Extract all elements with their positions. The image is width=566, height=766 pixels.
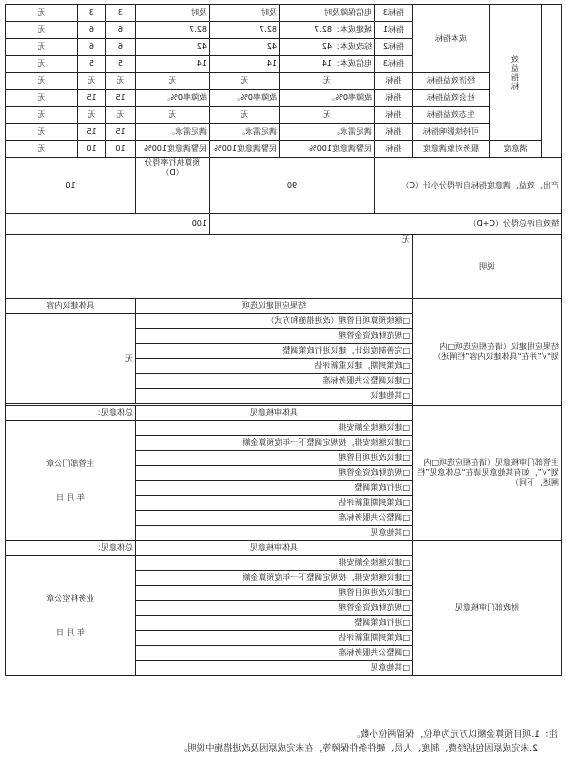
indicator-type: 可持续影响指标 [413, 124, 490, 141]
suggest-option[interactable]: □ 完善制度设计，建议进行政策调整 [136, 344, 413, 359]
subtotal-label: 产出、效益、满意度指标自评得分小计（C） [375, 158, 562, 214]
reason: 无 [6, 22, 78, 39]
indicator-name: 电信保障及时 [280, 5, 375, 22]
indicator-no: 指标 [375, 124, 413, 141]
score: 6 [78, 22, 106, 39]
footnote: 2.未完成原因包括经费、制度、人员、硬件条件保障等，在未完成原因及改进措施中说明。 [178, 744, 538, 754]
indicator-type: 社会效益指标 [413, 90, 490, 107]
target-value: 无 [210, 73, 280, 90]
subtotal-value: 90 [210, 158, 375, 214]
dept-option[interactable]: □ 其他意见 [136, 526, 413, 541]
subtotal-row [6, 158, 562, 214]
dept-seal: 主管部门公章 [46, 458, 95, 468]
dept-option[interactable]: □ 规范财政资金管理 [136, 466, 413, 481]
fin-overall-head: 总体意见： [6, 541, 136, 556]
fin-date: 年 月 日 [55, 627, 86, 637]
indicator-no: 指标3 [375, 56, 413, 73]
total-value: 100 [6, 214, 210, 235]
indicator-no: 指标 [375, 73, 413, 90]
dept-label: 主管部门审核意见（请在相应选项□内划“√”，如有其他意见请在“总体意见”栏阐述，下同） [413, 406, 562, 541]
table-row [6, 124, 562, 141]
table-row [6, 107, 562, 124]
budget-exec-label: 预算执行率得分（D） [136, 158, 210, 214]
weight: 3 [106, 5, 136, 22]
score: 3 [78, 5, 106, 22]
table-row [6, 90, 562, 107]
weight: 无 [106, 73, 136, 90]
score: 15 [78, 90, 106, 107]
indicator-no: 指标1 [375, 22, 413, 39]
suggest-option[interactable]: □ 继续预算项目管理（改进措施和方式） [136, 314, 413, 329]
group-cost-label: 成本指标 [413, 5, 490, 73]
group-satisfaction-label: 满意度 [490, 141, 542, 158]
explain-value: 无 [6, 235, 413, 299]
target-value: 42 [210, 39, 280, 56]
group-effect-label: 效益指标 [490, 5, 542, 141]
indicator-name: 满足需求。 [280, 124, 375, 141]
actual-value: 满足需求。 [136, 124, 210, 141]
fin-label: 财政部门审核意见 [413, 541, 562, 676]
fin-option[interactable]: □ 进行政策调整 [136, 616, 413, 631]
indicator-name: 城建成本：82.7 [280, 22, 375, 39]
reason: 无 [6, 141, 78, 158]
weight: 15 [106, 90, 136, 107]
actual-value: 故障率0%。 [136, 90, 210, 107]
dept-option[interactable]: □ 建议继续安排，按规定调整下一年度预算金额 [136, 436, 413, 451]
fin-option[interactable]: □ 其他意见 [136, 661, 413, 676]
dept-seal-cell [6, 421, 136, 541]
dept-option[interactable]: □ 政策到期重新评估 [136, 496, 413, 511]
actual-value: 42 [136, 39, 210, 56]
fin-option[interactable]: □ 建议继续全额安排 [136, 556, 413, 571]
indicator-name: 民警满意度100% [280, 141, 375, 158]
suggest-content: 无 [6, 314, 136, 404]
score: 15 [78, 124, 106, 141]
fin-options-head: 具体审核意见 [136, 541, 413, 556]
indicator-no: 指标 [375, 107, 413, 124]
indicator-no: 指标 [375, 141, 413, 158]
suggest-option[interactable]: □ 规范财政资金管理 [136, 329, 413, 344]
target-value: 故障率0%。 [210, 90, 280, 107]
reason: 无 [6, 39, 78, 56]
target-value: 14 [210, 56, 280, 73]
weight: 15 [106, 124, 136, 141]
fin-option[interactable]: □ 规范财政资金管理 [136, 601, 413, 616]
group-effect-cell [542, 5, 562, 158]
table-row [6, 141, 562, 158]
indicator-name: 电信成本：14 [280, 56, 375, 73]
score: 10 [78, 141, 106, 158]
indicator-type: 服务对象满意度 [413, 141, 490, 158]
indicator-name: 故障率0%。 [280, 90, 375, 107]
dept-option[interactable]: □ 建议继续全额安排 [136, 421, 413, 436]
weight: 5 [106, 56, 136, 73]
reason: 无 [6, 56, 78, 73]
dept-option[interactable]: □ 进行政策调整 [136, 481, 413, 496]
reason: 无 [6, 90, 78, 107]
target-value: 满足需求。 [210, 124, 280, 141]
weight: 无 [106, 107, 136, 124]
footnote: 注：1.项目预算金额以万元为单位，保留两位小数。 [351, 730, 558, 740]
suggest-label: 结果应用建议（请在相应选项□内划“√”并在“具体建议内容”栏阐述） [413, 299, 562, 406]
fin-option[interactable]: □ 调整公共服务标准 [136, 646, 413, 661]
dept-options-head: 具体审核意见 [136, 406, 413, 421]
actual-value: 无 [136, 107, 210, 124]
target-value: 及时 [210, 5, 280, 22]
fin-option[interactable]: □ 建议继续安排，按规定调整下一年度预算金额 [136, 571, 413, 586]
indicator-name: 综改成本：42 [280, 39, 375, 56]
reason: 无 [6, 124, 78, 141]
reason: 无 [6, 73, 78, 90]
weight: 10 [106, 141, 136, 158]
dept-overall-head: 总体意见： [6, 406, 136, 421]
dept-header-row [6, 406, 562, 421]
table-row [6, 73, 562, 90]
reason: 无 [6, 107, 78, 124]
explain-row [6, 235, 562, 299]
suggest-option[interactable]: □ 建议调整公共服务标准 [136, 374, 413, 389]
actual-value: 82.7 [136, 22, 210, 39]
indicator-type: 生态效益指标 [413, 107, 490, 124]
indicator-name: 无 [280, 107, 375, 124]
fin-option[interactable]: □ 建议改进项目管理 [136, 586, 413, 601]
score: 无 [78, 107, 106, 124]
actual-value: 及时 [136, 5, 210, 22]
indicator-no: 指标3 [375, 5, 413, 22]
reason: 无 [6, 5, 78, 22]
dept-date: 年 月 日 [55, 492, 86, 502]
score: 无 [78, 73, 106, 90]
footnotes [8, 728, 558, 756]
table-row [6, 5, 562, 22]
score: 5 [78, 56, 106, 73]
score: 6 [78, 39, 106, 56]
total-label: 绩效自评总得分（C+D） [210, 214, 562, 235]
target-value: 82.7 [210, 22, 280, 39]
target-value: 民警满意度100% [210, 141, 280, 158]
fin-seal-cell [6, 556, 136, 676]
suggest-content-head: 具体建议内容 [6, 299, 136, 314]
suggest-option[interactable]: □ 其他建议 [136, 389, 413, 404]
indicator-no: 指标2 [375, 39, 413, 56]
actual-value: 民警满意度100% [136, 141, 210, 158]
total-row [6, 214, 562, 235]
suggest-header-row [6, 299, 562, 314]
indicator-name: 无 [280, 73, 375, 90]
actual-value: 14 [136, 56, 210, 73]
weight: 6 [106, 39, 136, 56]
suggest-option[interactable]: □ 政策到期，建议重新评估 [136, 359, 413, 374]
fin-header-row [6, 541, 562, 556]
target-value: 无 [210, 107, 280, 124]
performance-table [5, 4, 562, 676]
explain-label: 说明 [413, 235, 562, 299]
dept-option[interactable]: □ 调整公共服务标准 [136, 511, 413, 526]
budget-exec-value: 10 [6, 158, 136, 214]
indicator-no: 指标 [375, 90, 413, 107]
indicator-type: 经济效益指标 [413, 73, 490, 90]
fin-seal: 业务科室公章 [46, 593, 95, 603]
actual-value: 无 [136, 73, 210, 90]
fin-option[interactable]: □ 政策到期重新评估 [136, 631, 413, 646]
weight: 6 [106, 22, 136, 39]
suggest-options-head: 结果应用建议选项 [136, 299, 413, 314]
dept-option[interactable]: □ 建议改进项目管理 [136, 451, 413, 466]
